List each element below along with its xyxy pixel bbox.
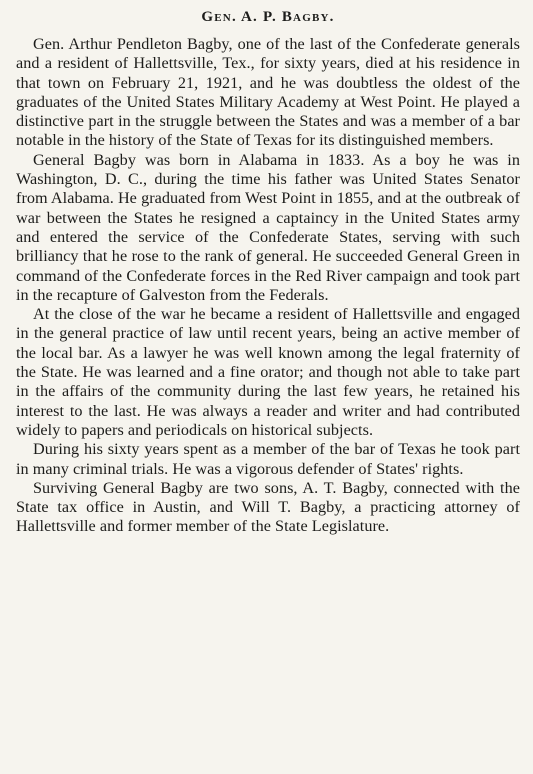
- paragraph-criminal-trials: During his sixty years spent as a member of the bar of Texas he took part in many criminal trials. He was a vigorous defender of States' rights.: [16, 440, 520, 478]
- paragraph-law-practice: At the close of the war he became a resident of Hallettsville and engaged in the general practice of law until recent years, being an active member of the local bar. As a lawyer he was well known among the legal fraternity of the State. He was learned and a fine orator; and though not able to take part in the affairs of the community during the last few years, he retained his interest to the last. He was always a reader and writer and had contributed widely to papers and periodicals on historical subjects.: [16, 305, 520, 439]
- paragraph-survivors: Surviving General Bagby are two sons, A. T. Bagby, connected with the State tax office in Austin, and Will T. Bagby, a practicing attorney of Hallettsville and former member of the State Legislature.: [16, 478, 520, 536]
- paragraph-early-life-career: General Bagby was born in Alabama in 1833. As a boy he was in Washington, D. C., during the time his father was United States Senator from Alabama. He graduated from West Point in 1855, and at the outbreak of war between the States he resigned a captaincy in the United States army and entered the service of the Confederate States, serving with such brilliancy that he rose to the rank of general. He succeeded General Green in command of the Confederate forces in the Red River campaign and took part in the recapture of Galveston from the Federals.: [16, 150, 520, 304]
- paragraph-obituary-intro: Gen. Arthur Pendleton Bagby, one of the last of the Confederate generals and a resident of Hallettsville, Tex., for sixty years, died at his residence in that town on February 21, 1921, and he was doubtless the oldest of the graduates of the United States Military Academy at West Point. He played a distinctive part in the struggle between the States and was a member of a bar notable in the history of the State of Texas for its distinguished members.: [16, 35, 520, 150]
- article-heading: Gen. A. P. Bagby.: [201, 9, 335, 25]
